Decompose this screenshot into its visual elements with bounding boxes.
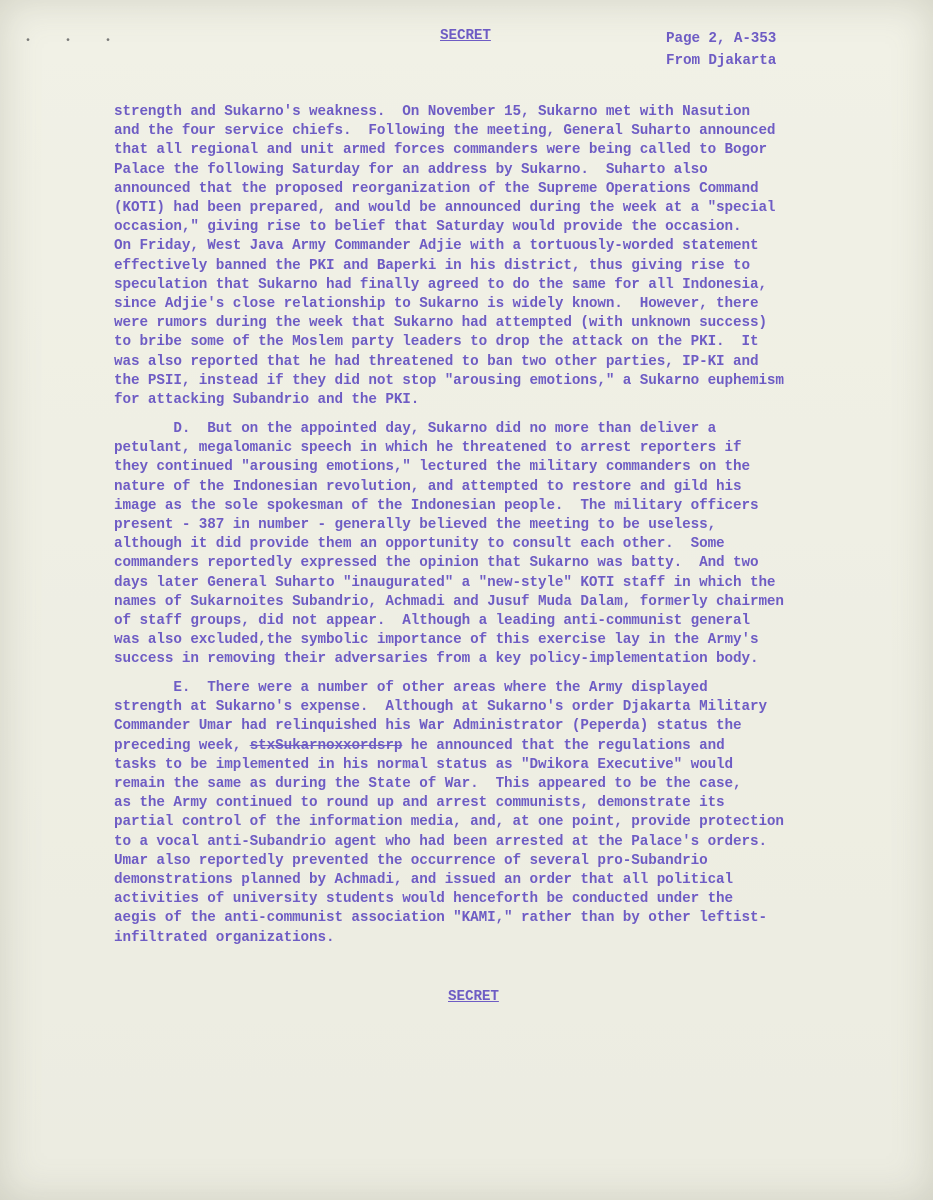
struck-out-text: stxSukarnoxxordsrp [249,737,403,754]
binder-hole-marks: • • • [25,36,126,47]
page-reference [666,28,776,72]
classification-footer: SECRET [448,989,499,1005]
paragraph-continuation: strength and Sukarno's weakness. On November 15, Sukarno met with Nasution and the four service chiefs. Following the meeting, General Suharto announced that all regional and unit armed forces commanders were being called to Bogor Palace the following Saturday for an address by Sukarno. Suharto also announced that the proposed reorganization of the Supreme Operations Command (KOTI) had been prepared, and would be announced during the week at a "special occasion," giving rise to belief that Saturday would provide the occasion. On Friday, West Java Army Commander Adjie with a tortuously-worded statement effectively banned the PKI and Baperki in his district, thus giving rise to speculation that Sukarno had finally agreed to do the same for all Indonesia, since Adjie's close relationship to Sukarno is widely known. However, there were rumors during the week that Sukarno had attempted (with unknown success) to bribe some of the Moslem party leaders to drop the attack on the PKI. It was also reported that he had threatened to ban two other parties, IP-KI and the PSII, instead if they did not stop "arousing emotions," a Sukarno euphemism for attacking Subandrio and the PKI. [114,104,784,409]
paragraph-e-text-2: he announced that the regulations and tasks to be implemented in his normal status as "Dwikora Executive" would remain the same as during the State of War. This appeared to be the case, as the Army continued to round up and arrest communists, demonstrate its partial control of the information media, and, at one point, provide protection to a vocal anti-Subandrio agent who had been arrested at the Palace's orders. Umar also reportedly prevented the occurrence of several pro-Subandrio demonstrations planned by Achmadi, and issued an order that all political activities of university students would henceforth be conducted under the aegis of the anti-communist association "KAMI," rather than by other leftist- infiltrated organizations. [114,737,784,946]
classification-header: SECRET [440,28,491,44]
paragraph-d: D. But on the appointed day, Sukarno did no more than deliver a petulant, megalomanic speech in which he threatened to arrest reporters if they continued "arousing emotions," lectured the military commanders on the nature of the Indonesian revolution, and attempted to restore and gild his image as the sole spokesman of the Indonesian people. The military officers present - 387 in number - generally believed the meeting to be useless, although it did provide them an opportunity to consult each other. Some commanders reportedly expressed the opinion that Sukarno was batty. And two days later General Suharto "inaugurated" a "new-style" KOTI staff in which the names of Sukarnoites Subandrio, Achmadi and Jusuf Muda Dalam, formerly chairmen of staff groups, did not appear. Although a leading anti-communist general was also excluded,the symbolic importance of this exercise lay in the Army's success in removing their adversaries from a key policy-implementation body. [114,421,784,668]
paragraph-e-text-1: E. There were a number of other areas where the Army displayed strength at Sukarno's expense. Although at Sukarno's order Djakarta Military Commander Umar had relinquished his War Administrator (Peperda) status the preceding week, [114,680,767,754]
origin-line: From Djakarta [666,53,777,69]
page-number-line: Page 2, A-353 [666,31,777,47]
paragraph-e [114,679,874,948]
